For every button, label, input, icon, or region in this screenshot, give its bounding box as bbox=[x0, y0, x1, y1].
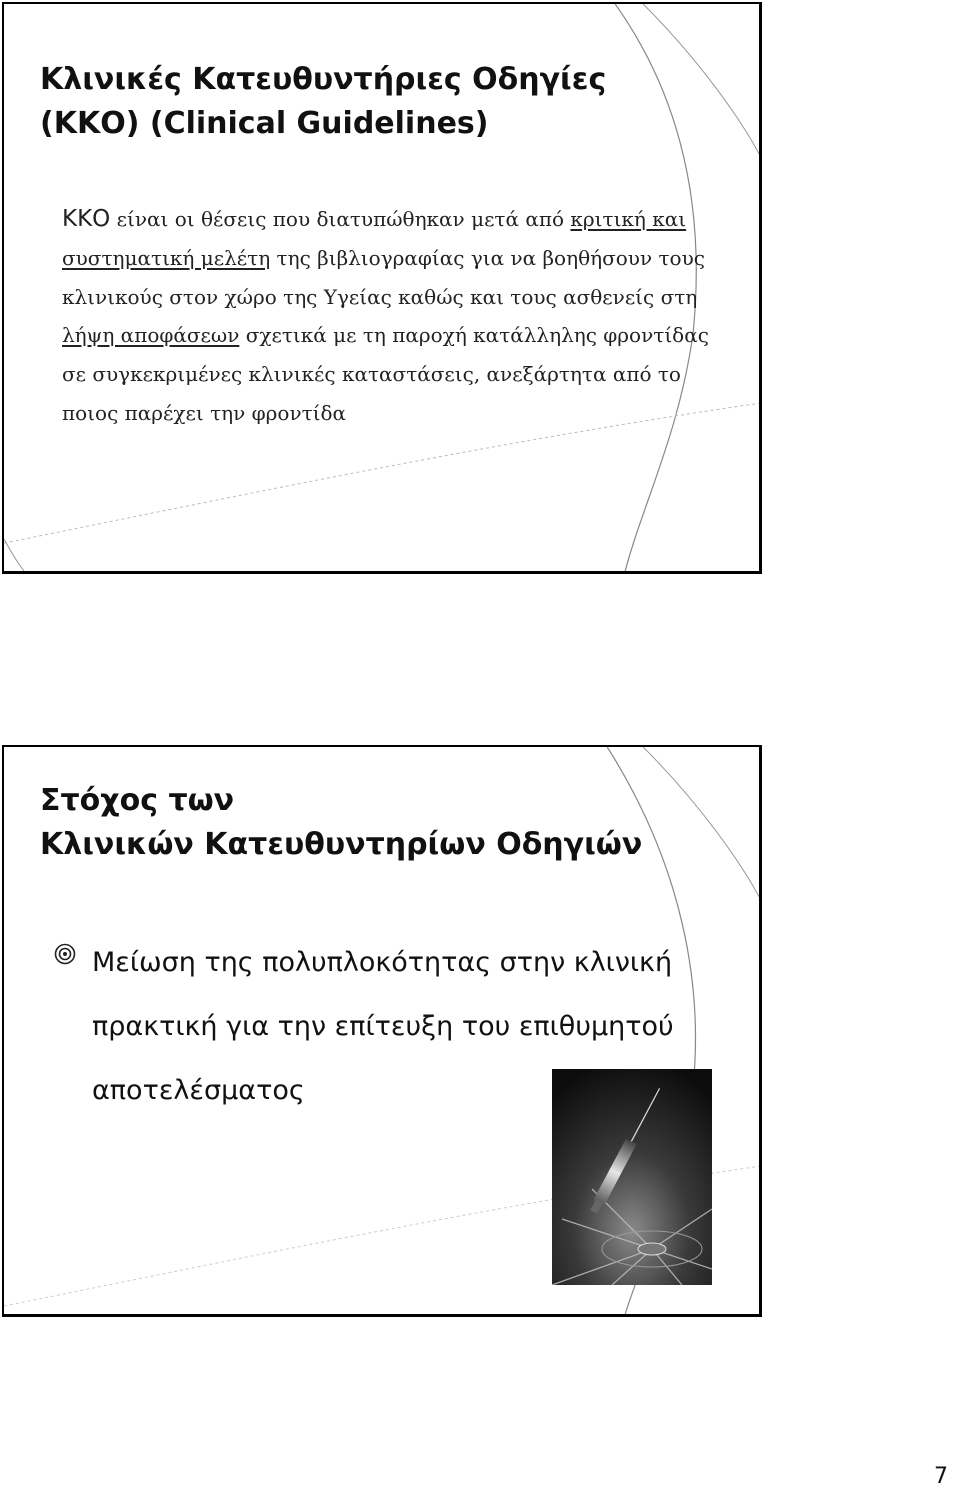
bullet-text: Μείωση της πολυπλοκότητας στην κλινική πρακτική για την επίτευξη του επιθυμητού αποτελέσματος bbox=[92, 947, 674, 1106]
acronym-lead: ΚΚΟ bbox=[62, 206, 111, 232]
page-number: 7 bbox=[934, 1464, 948, 1489]
title-line: Κλινικών Κατευθυντηρίων Οδηγιών bbox=[40, 827, 643, 862]
syringe-dartboard-photo bbox=[552, 1069, 712, 1285]
title-line: (ΚΚΟ) (Clinical Guidelines) bbox=[40, 106, 489, 141]
underlined-term: λήψη αποφάσεων bbox=[62, 323, 240, 348]
slide-1-body bbox=[62, 200, 722, 433]
target-bullet-icon bbox=[54, 943, 76, 965]
slide-2-title bbox=[40, 779, 642, 867]
title-line: Στόχος των bbox=[40, 783, 235, 818]
slide-2 bbox=[2, 745, 762, 1317]
underlined-term: κριτική και συστηματική μελέτη bbox=[62, 207, 687, 270]
body-text: είναι οι θέσεις που διατυπώθηκαν μετά από bbox=[110, 207, 571, 231]
title-line: Κλινικές Κατευθυντήριες Οδηγίες bbox=[40, 62, 607, 97]
slide-1 bbox=[2, 2, 762, 574]
slide-1-title bbox=[40, 58, 606, 146]
body-text: της βιβλιογραφίας για να βοηθήσουν τους κλινικούς στον χώρο της Υγείας καθώς και τους ασθενείς στη bbox=[62, 245, 705, 309]
body-text: σχετικά με τη παροχή κατάλληλης φροντίδας σε συγκεκριμένες κλινικές καταστάσεις, ανεξάρτητα από το ποιος παρέχει την φροντίδα bbox=[62, 323, 709, 425]
